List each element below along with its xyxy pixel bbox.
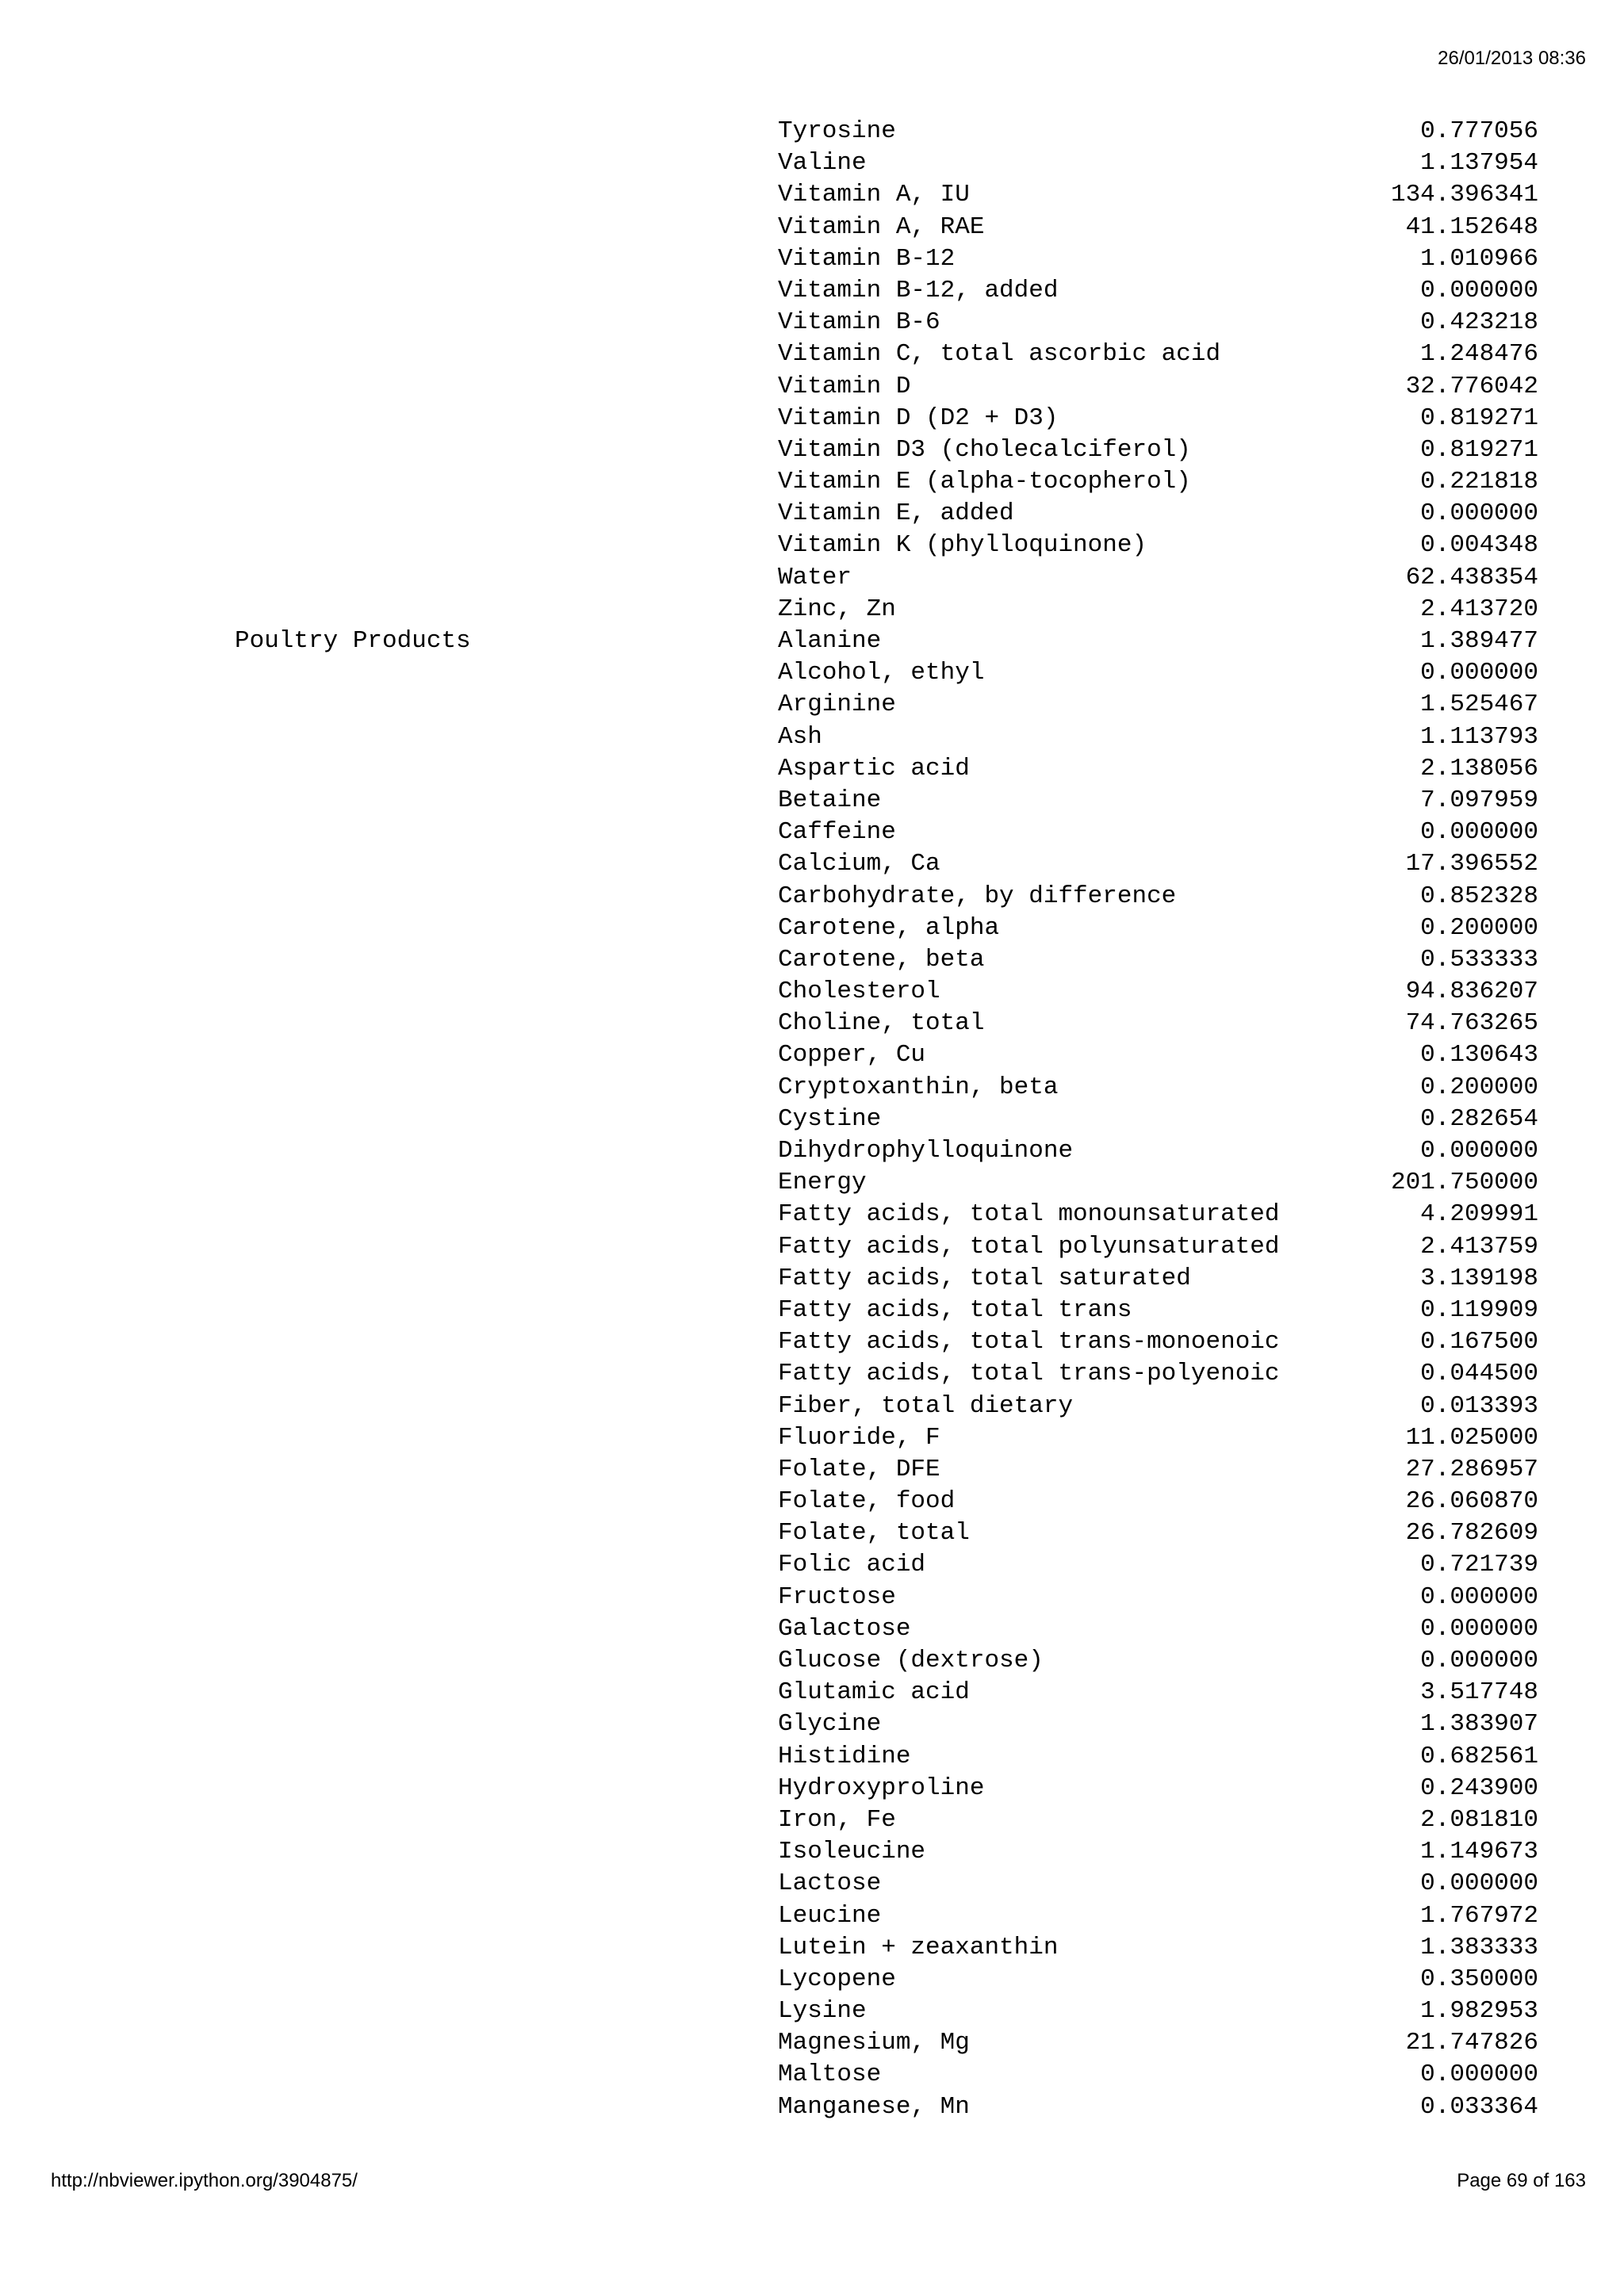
table-row	[0, 944, 1624, 976]
nutrient-name: Dihydrophylloquinone	[778, 1137, 1074, 1165]
nutrient-value: 21.747826	[1405, 2029, 1538, 2057]
table-row	[0, 1549, 1624, 1581]
nutrient-name: Vitamin B-12, added	[778, 276, 1059, 304]
table-row	[0, 976, 1624, 1008]
nutrient-name: Fatty acids, total monounsaturated	[778, 1200, 1280, 1229]
table-row	[0, 1773, 1624, 1804]
table-row	[0, 817, 1624, 848]
nutrient-value: 0.221818	[1420, 468, 1538, 496]
nutrient-name: Lysine	[778, 1997, 867, 2026]
nutrient-value: 0.000000	[1420, 1869, 1538, 1898]
nutrient-value: 2.081810	[1420, 1805, 1538, 1834]
nutrient-name: Calcium, Ca	[778, 850, 940, 878]
table-row	[0, 1263, 1624, 1295]
nutrient-name: Vitamin E, added	[778, 499, 1014, 528]
table-row	[0, 721, 1624, 753]
table-row	[0, 1231, 1624, 1263]
nutrient-value: 0.282654	[1420, 1104, 1538, 1133]
nutrient-name: Fatty acids, total saturated	[778, 1264, 1191, 1292]
nutrient-value: 0.819271	[1420, 404, 1538, 432]
nutrient-value: 0.033364	[1420, 2092, 1538, 2121]
table-row	[0, 562, 1624, 594]
nutrient-name: Aspartic acid	[778, 754, 970, 783]
nutrient-name: Fiber, total dietary	[778, 1391, 1074, 1420]
nutrient-value: 1.149673	[1420, 1838, 1538, 1866]
table-row	[0, 626, 1624, 657]
nutrient-name: Tyrosine	[778, 117, 896, 145]
nutrient-name: Fatty acids, total trans-polyenoic	[778, 1360, 1280, 1388]
page-number: Page 69 of 163	[1457, 2170, 1586, 2191]
nutrient-name: Vitamin A, RAE	[778, 212, 985, 241]
nutrient-name: Vitamin D	[778, 372, 911, 400]
nutrient-name: Iron, Fe	[778, 1805, 896, 1834]
nutrient-name: Magnesium, Mg	[778, 2029, 970, 2057]
table-row	[0, 1454, 1624, 1486]
nutrient-name: Folic acid	[778, 1551, 926, 1579]
table-row	[0, 1709, 1624, 1740]
nutrient-value: 0.004348	[1420, 531, 1538, 560]
nutrient-name: Folate, DFE	[778, 1455, 940, 1483]
nutrient-name: Fructose	[778, 1582, 896, 1611]
nutrient-name: Cryptoxanthin, beta	[778, 1073, 1059, 1101]
nutrient-value: 1.389477	[1420, 627, 1538, 655]
nutrient-value: 1.525467	[1420, 691, 1538, 719]
nutrient-name: Valine	[778, 149, 867, 178]
nutrient-value: 0.167500	[1420, 1328, 1538, 1357]
nutrient-name: Cholesterol	[778, 978, 940, 1006]
nutrient-name: Folate, food	[778, 1487, 956, 1516]
nutrient-value: 134.396341	[1390, 181, 1538, 209]
nutrient-name: Glycine	[778, 1710, 882, 1739]
nutrient-value: 3.139198	[1420, 1264, 1538, 1292]
nutrient-value: 1.767972	[1420, 1901, 1538, 1930]
nutrient-value: 0.000000	[1420, 499, 1538, 528]
page-url[interactable]: http://nbviewer.ipython.org/3904875/	[51, 2170, 358, 2191]
table-row	[0, 1964, 1624, 1996]
nutrient-name: Alcohol, ethyl	[778, 659, 985, 687]
nutrient-value: 0.852328	[1420, 882, 1538, 910]
table-row	[0, 498, 1624, 530]
nutrient-value: 0.000000	[1420, 276, 1538, 304]
table-row	[0, 1868, 1624, 1900]
nutrient-value: 11.025000	[1405, 1423, 1538, 1452]
nutrient-name: Zinc, Zn	[778, 595, 896, 623]
nutrient-value: 0.682561	[1420, 1742, 1538, 1770]
nutrient-value: 41.152648	[1405, 212, 1538, 241]
nutrient-name: Maltose	[778, 2061, 882, 2089]
food-group-label: Poultry Products	[235, 627, 471, 655]
nutrient-name: Fatty acids, total trans	[778, 1295, 1132, 1324]
table-row	[0, 1135, 1624, 1167]
nutrient-value: 0.000000	[1420, 1137, 1538, 1165]
nutrient-name: Galactose	[778, 1614, 911, 1643]
table-row	[0, 2091, 1624, 2123]
nutrient-value: 0.000000	[1420, 2061, 1538, 2089]
table-row	[0, 530, 1624, 561]
nutrient-value: 0.777056	[1420, 117, 1538, 145]
nutrient-name: Hydroxyproline	[778, 1774, 985, 1802]
table-row	[0, 1008, 1624, 1039]
table-row	[0, 1104, 1624, 1135]
nutrient-value: 0.119909	[1420, 1295, 1538, 1324]
table-row	[0, 1645, 1624, 1677]
nutrient-value: 62.438354	[1405, 563, 1538, 591]
table-row	[0, 1900, 1624, 1932]
table-row	[0, 307, 1624, 339]
nutrient-name: Copper, Cu	[778, 1041, 926, 1070]
table-row	[0, 1613, 1624, 1645]
nutrient-value: 0.721739	[1420, 1551, 1538, 1579]
nutrient-value: 94.836207	[1405, 978, 1538, 1006]
nutrient-table	[0, 116, 1624, 2123]
nutrient-name: Carotene, alpha	[778, 913, 1000, 942]
nutrient-name: Cystine	[778, 1104, 882, 1133]
nutrient-value: 32.776042	[1405, 372, 1538, 400]
nutrient-value: 1.982953	[1420, 1997, 1538, 2026]
nutrient-name: Water	[778, 563, 852, 591]
nutrient-name: Vitamin K (phylloquinone)	[778, 531, 1147, 560]
nutrient-name: Fatty acids, total polyunsaturated	[778, 1232, 1280, 1261]
nutrient-name: Vitamin D3 (cholecalciferol)	[778, 435, 1191, 464]
nutrient-name: Folate, total	[778, 1519, 970, 1548]
nutrient-name: Vitamin C, total ascorbic acid	[778, 340, 1221, 369]
nutrient-value: 3.517748	[1420, 1678, 1538, 1707]
nutrient-value: 0.044500	[1420, 1360, 1538, 1388]
table-row	[0, 1582, 1624, 1613]
table-row	[0, 1804, 1624, 1836]
nutrient-name: Vitamin D (D2 + D3)	[778, 404, 1059, 432]
nutrient-value: 0.200000	[1420, 1073, 1538, 1101]
table-row	[0, 848, 1624, 880]
nutrient-value: 0.423218	[1420, 308, 1538, 337]
nutrient-value: 74.763265	[1405, 1009, 1538, 1038]
nutrient-name: Alanine	[778, 627, 882, 655]
table-row	[0, 1391, 1624, 1422]
nutrient-value: 0.013393	[1420, 1391, 1538, 1420]
table-row	[0, 275, 1624, 307]
nutrient-value: 17.396552	[1405, 850, 1538, 878]
nutrient-name: Vitamin B-12	[778, 244, 956, 273]
table-row	[0, 1836, 1624, 1868]
table-row	[0, 657, 1624, 689]
nutrient-value: 1.248476	[1420, 340, 1538, 369]
table-row	[0, 1741, 1624, 1773]
nutrient-name: Arginine	[778, 691, 896, 719]
table-row	[0, 1358, 1624, 1390]
nutrient-value: 27.286957	[1405, 1455, 1538, 1483]
table-row	[0, 1677, 1624, 1709]
nutrient-value: 1.383907	[1420, 1710, 1538, 1739]
nutrient-value: 2.413759	[1420, 1232, 1538, 1261]
nutrient-name: Choline, total	[778, 1009, 985, 1038]
table-row	[0, 1167, 1624, 1199]
table-row	[0, 1517, 1624, 1549]
table-row	[0, 2027, 1624, 2059]
table-row	[0, 753, 1624, 785]
nutrient-value: 0.819271	[1420, 435, 1538, 464]
table-row	[0, 147, 1624, 179]
nutrient-name: Lycopene	[778, 1965, 896, 1993]
table-row	[0, 1422, 1624, 1454]
table-row	[0, 2059, 1624, 2091]
table-row	[0, 594, 1624, 626]
table-row	[0, 243, 1624, 275]
nutrient-value: 7.097959	[1420, 786, 1538, 814]
nutrient-value: 0.000000	[1420, 1614, 1538, 1643]
nutrient-name: Energy	[778, 1169, 867, 1197]
table-row	[0, 403, 1624, 434]
nutrient-value: 0.200000	[1420, 913, 1538, 942]
nutrient-name: Caffeine	[778, 818, 896, 847]
nutrient-value: 0.350000	[1420, 1965, 1538, 1993]
table-row	[0, 1486, 1624, 1517]
table-row	[0, 1039, 1624, 1071]
nutrient-value: 0.130643	[1420, 1041, 1538, 1070]
nutrient-value: 0.000000	[1420, 818, 1538, 847]
nutrient-name: Carbohydrate, by difference	[778, 882, 1177, 910]
nutrient-name: Glucose (dextrose)	[778, 1647, 1044, 1674]
nutrient-value: 0.000000	[1420, 659, 1538, 687]
nutrient-name: Ash	[778, 722, 822, 751]
nutrient-value: 0.000000	[1420, 1647, 1538, 1674]
nutrient-name: Glutamic acid	[778, 1678, 970, 1707]
table-row	[0, 371, 1624, 403]
table-row	[0, 434, 1624, 466]
nutrient-name: Isoleucine	[778, 1838, 926, 1866]
nutrient-value: 0.000000	[1420, 1582, 1538, 1611]
table-row	[0, 1199, 1624, 1230]
table-row	[0, 689, 1624, 721]
nutrient-name: Histidine	[778, 1742, 911, 1770]
nutrient-value: 1.383333	[1420, 1933, 1538, 1961]
nutrient-value: 26.782609	[1405, 1519, 1538, 1548]
table-row	[0, 913, 1624, 944]
nutrient-name: Vitamin B-6	[778, 308, 940, 337]
nutrient-name: Vitamin E (alpha-tocopherol)	[778, 468, 1191, 496]
nutrient-name: Vitamin A, IU	[778, 181, 970, 209]
nutrient-value: 1.113793	[1420, 722, 1538, 751]
table-row	[0, 1996, 1624, 2027]
table-row	[0, 785, 1624, 817]
nutrient-value: 2.413720	[1420, 595, 1538, 623]
table-row	[0, 1326, 1624, 1358]
print-timestamp: 26/01/2013 08:36	[1438, 48, 1586, 69]
table-row	[0, 1932, 1624, 1964]
nutrient-value: 1.010966	[1420, 244, 1538, 273]
nutrient-name: Carotene, beta	[778, 945, 985, 974]
table-row	[0, 1295, 1624, 1326]
nutrient-value: 2.138056	[1420, 754, 1538, 783]
table-row	[0, 881, 1624, 913]
nutrient-value: 1.137954	[1420, 149, 1538, 178]
nutrient-value: 0.243900	[1420, 1774, 1538, 1802]
nutrient-name: Leucine	[778, 1901, 882, 1930]
nutrient-name: Fatty acids, total trans-monoenoic	[778, 1328, 1280, 1357]
nutrient-value: 4.209991	[1420, 1200, 1538, 1229]
nutrient-name: Manganese, Mn	[778, 2092, 970, 2121]
table-row	[0, 339, 1624, 370]
table-row	[0, 466, 1624, 498]
nutrient-name: Betaine	[778, 786, 882, 814]
table-row	[0, 212, 1624, 243]
table-row	[0, 116, 1624, 147]
nutrient-name: Lactose	[778, 1869, 882, 1898]
table-row	[0, 179, 1624, 211]
nutrient-name: Fluoride, F	[778, 1423, 940, 1452]
nutrient-value: 201.750000	[1390, 1169, 1538, 1197]
nutrient-value: 0.533333	[1420, 945, 1538, 974]
table-row	[0, 1072, 1624, 1104]
nutrient-value: 26.060870	[1405, 1487, 1538, 1516]
nutrient-name: Lutein + zeaxanthin	[778, 1933, 1059, 1961]
